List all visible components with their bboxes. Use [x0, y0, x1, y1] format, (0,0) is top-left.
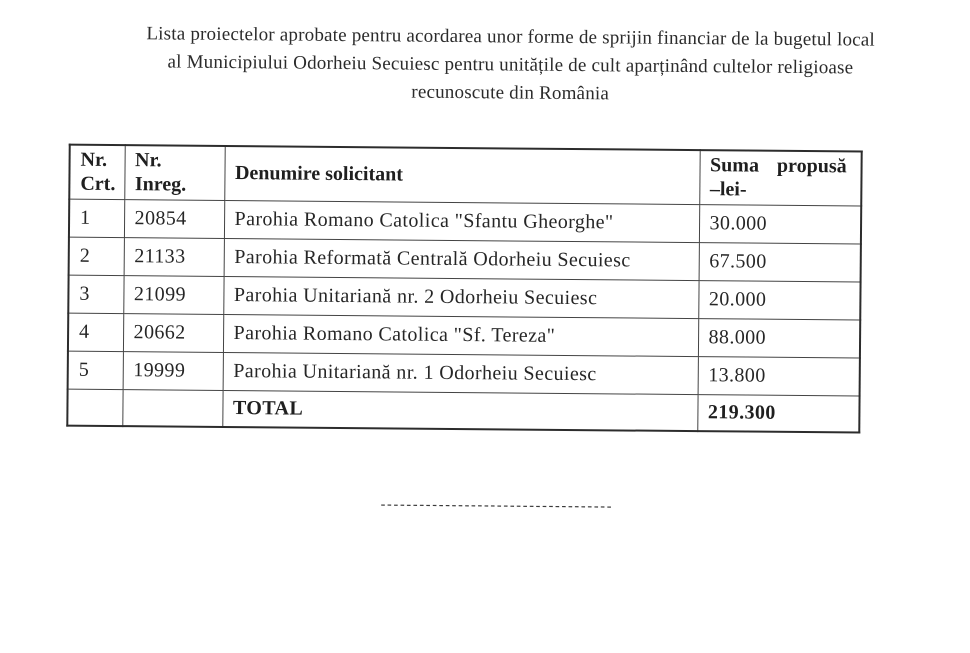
cell-nr-crt: 1: [69, 199, 124, 237]
cell-nr-crt: 4: [68, 313, 123, 351]
cell-nr-crt: 5: [68, 351, 123, 389]
total-suma: 219.300: [697, 394, 859, 432]
title-line-3: recunoscute din România: [411, 81, 610, 105]
cell-nr-crt: 3: [68, 275, 123, 313]
cell-nr-crt: 2: [69, 237, 124, 275]
cell-denumire: Parohia Unitariană nr. 2 Odorheiu Secuiesc: [223, 276, 698, 318]
cell-nr-inreg: 21133: [124, 237, 224, 276]
cell-suma: 20.000: [698, 280, 860, 319]
cell-suma: 13.800: [698, 356, 860, 395]
title-line-2: al Municipiului Odorheiu Secuiesc pentru unitățile de cult aparținând cultelor religioase: [167, 51, 854, 79]
signature-separator: ------------------------------------: [380, 497, 614, 515]
header-denumire-solicitant: Denumire solicitant: [224, 146, 699, 204]
cell-suma: 88.000: [698, 318, 860, 357]
total-row: [67, 389, 859, 433]
header-nr-crt: Nr. Crt.: [69, 145, 124, 199]
cell-empty: [122, 389, 222, 427]
header-suma-propusa: Suma propusă –lei-: [699, 150, 861, 205]
cell-denumire: Parohia Unitariană nr. 1 Odorheiu Secuiesc: [223, 352, 698, 394]
cell-suma: 67.500: [699, 242, 861, 281]
cell-denumire: Parohia Romano Catolica "Sfantu Gheorghe": [224, 200, 699, 242]
title-line-1: Lista proiectelor aprobate pentru acordarea unor forme de sprijin financiar de la bugetul local: [146, 23, 876, 51]
approved-projects-table: [66, 144, 862, 434]
cell-suma: 30.000: [699, 204, 861, 243]
table-header-row: [69, 145, 861, 206]
total-label: TOTAL: [222, 390, 697, 431]
cell-nr-inreg: 20662: [123, 313, 223, 352]
document-title: [51, 19, 970, 111]
header-nr-inreg: Nr. Inreg.: [124, 145, 224, 200]
cell-nr-inreg: 21099: [123, 275, 223, 314]
cell-denumire: Parohia Romano Catolica "Sf. Tereza": [223, 314, 698, 356]
cell-nr-inreg: 19999: [123, 351, 223, 390]
cell-empty: [67, 389, 122, 426]
cell-denumire: Parohia Reformată Centrală Odorheiu Secuiesc: [224, 238, 699, 280]
cell-nr-inreg: 20854: [124, 199, 224, 238]
